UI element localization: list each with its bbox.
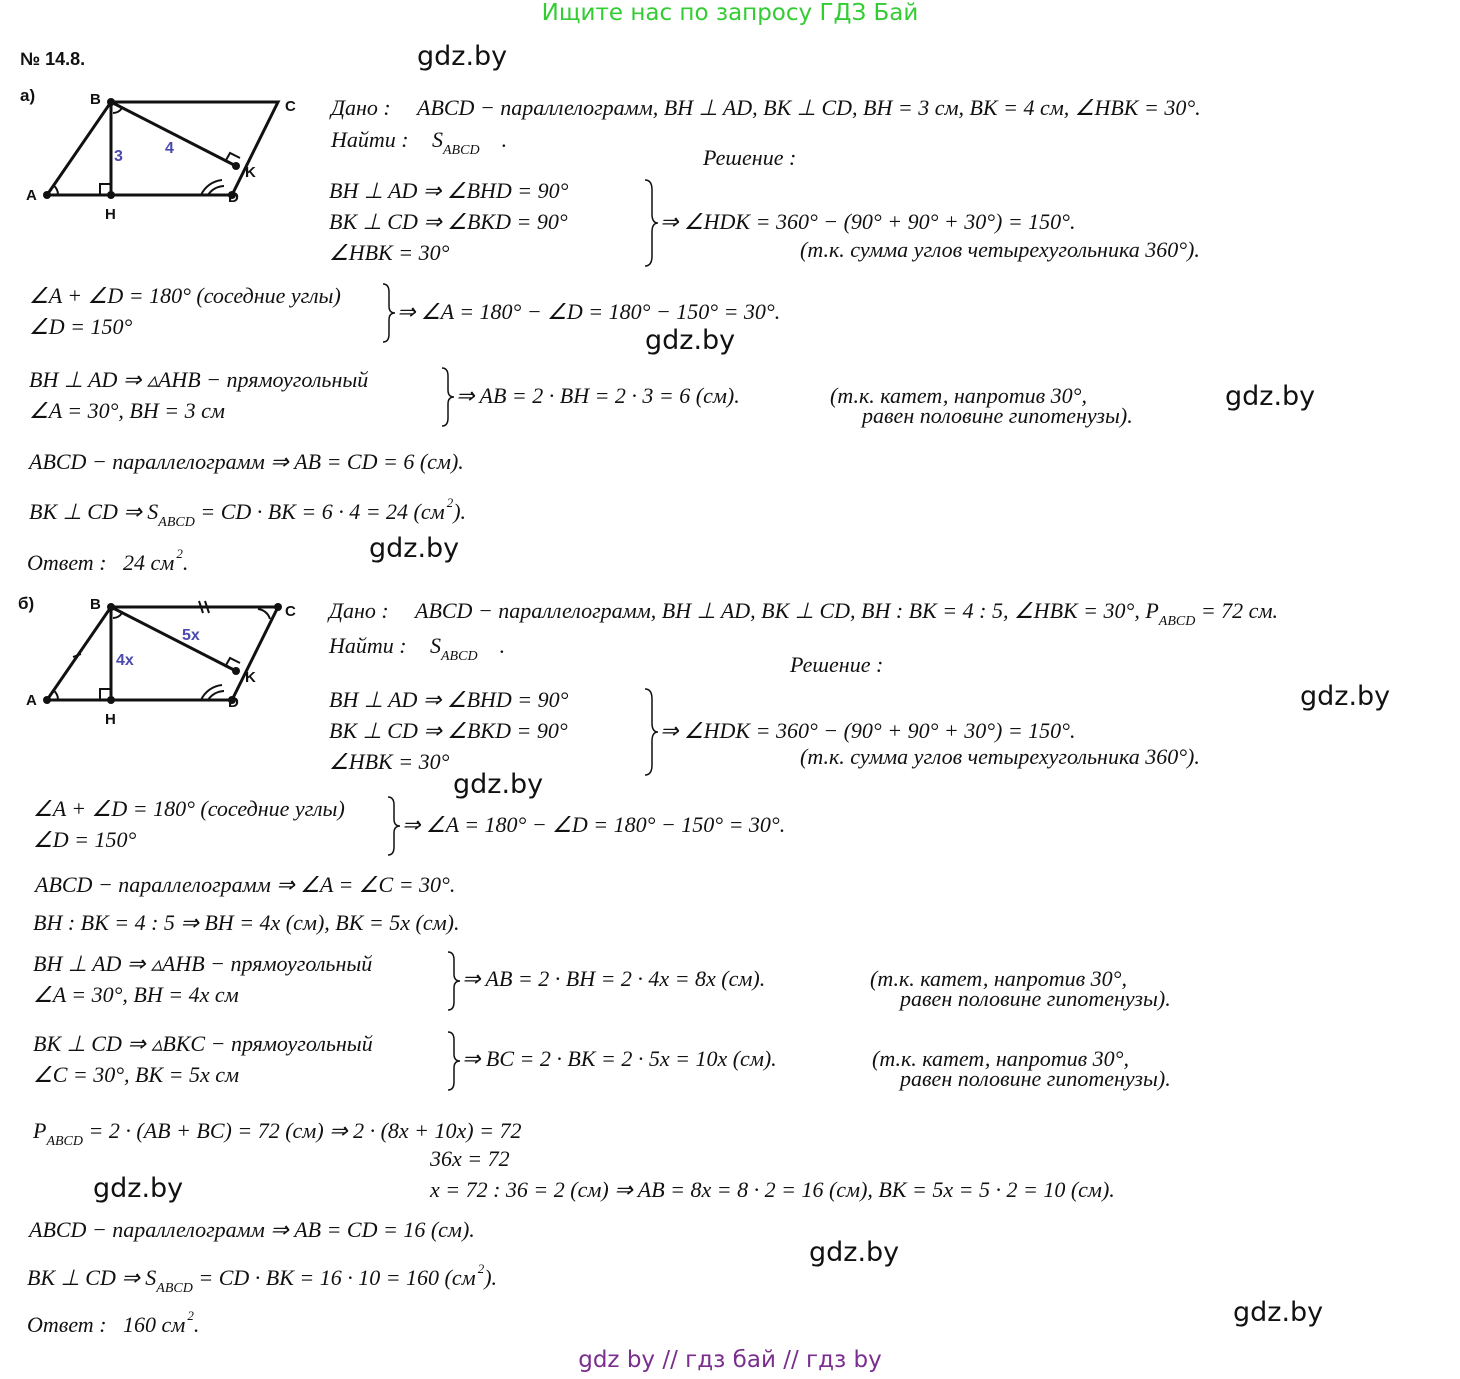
a-find: $S_{ABCD}$ . — [432, 127, 508, 158]
watermark: gdz.by — [93, 1173, 184, 1204]
part-a-label: а) — [20, 86, 36, 105]
a-solution-label: Решение : — [703, 145, 797, 170]
watermark: gdz.by — [1233, 1297, 1324, 1328]
vertex-h: H — [105, 206, 116, 223]
b-perimeter-2: 36x = 72 — [430, 1146, 510, 1171]
b-sys4-result: ⇒ BC = 2 · BK = 2 · 5x = 10x (см). — [462, 1046, 777, 1071]
a-given: ABCD − параллелограмм, BH ⊥ AD, BK ⊥ CD, BH = 3 см, BK = 4 см, ∠HBK = 30°. — [417, 95, 1201, 120]
b-given-label: Дано : — [329, 598, 389, 623]
brace — [383, 795, 403, 857]
b-sys4-note2: равен половине гипотенузы). — [900, 1066, 1171, 1091]
figure-a — [0, 80, 320, 230]
vertex-b: B — [90, 91, 101, 108]
watermark: gdz.by — [417, 41, 508, 72]
watermark: gdz.by — [809, 1237, 900, 1268]
bh-label: 3 — [114, 148, 123, 165]
b-sys4-note1: (т.к. катет, напротив 30°, — [872, 1046, 1129, 1071]
vertex-d: D — [228, 694, 239, 711]
a-sys3-note1: (т.к. катет, напротив 30°, — [830, 383, 1087, 408]
vertex-a: A — [26, 187, 37, 204]
brace — [443, 950, 463, 1012]
a-find-label: Найти : — [331, 127, 409, 152]
b-solution-label: Решение : — [790, 652, 884, 677]
brace — [378, 282, 398, 344]
figure-b — [0, 585, 320, 735]
b-answer: Ответ : 160 см $^2$. — [27, 1308, 200, 1337]
b-sys2-line1: ∠A + ∠D = 180° (соседние углы) — [33, 796, 345, 821]
b-sys3-line2: ∠A = 30°, BH = 4x см — [33, 982, 239, 1007]
bk-label: 5x — [182, 627, 200, 644]
a-sys1-result: ⇒ ∠HDK = 360° − (90° + 90° + 30°) = 150°. — [660, 209, 1076, 234]
a-sys3-line2: ∠A = 30°, BH = 3 см — [29, 398, 225, 423]
brace — [640, 687, 660, 777]
footer-links[interactable]: gdz by // гдз бай // гдз by — [578, 1347, 882, 1373]
b-sys1-line3: ∠HBK = 30° — [329, 749, 450, 774]
a-answer: Ответ : 24 см $^2$. — [27, 546, 189, 575]
bh-label: 4x — [116, 652, 134, 669]
b-given: ABCD − параллелограмм, BH ⊥ AD, BK ⊥ CD, BH : BK = 4 : 5, ∠HBK = 30°, $P_{ABCD} = 72$ см. — [415, 598, 1278, 629]
b-sys1-line2: BK ⊥ CD ⇒ ∠BKD = 90° — [329, 718, 568, 743]
b-perimeter-3: x = 72 : 36 = 2 (см) ⇒ AB = 8x = 8 · 2 = 16 (см), BK = 5x = 5 · 2 = 10 (см). — [430, 1177, 1115, 1202]
a-sys3-result: ⇒ AB = 2 · BH = 2 · 3 = 6 (см). — [456, 383, 740, 408]
watermark: gdz.by — [1225, 381, 1316, 412]
b-line3: ABCD − параллелограмм ⇒ ∠A = ∠C = 30°. — [35, 872, 456, 897]
bk-label: 4 — [165, 140, 174, 157]
b-line4: BH : BK = 4 : 5 ⇒ BH = 4x (см), BK = 5x (см). — [33, 910, 460, 935]
a-sys1-line1: BH ⊥ AD ⇒ ∠BHD = 90° — [329, 178, 569, 203]
b-sys1-result: ⇒ ∠HDK = 360° − (90° + 90° + 30°) = 150°. — [660, 718, 1076, 743]
a-sys1-line2: BK ⊥ CD ⇒ ∠BKD = 90° — [329, 209, 568, 234]
a-sys1-line3: ∠HBK = 30° — [329, 240, 450, 265]
a-sys1-note: (т.к. сумма углов четырехугольника 360°). — [800, 237, 1200, 262]
vertex-k: K — [245, 669, 256, 686]
part-b-label: б) — [18, 594, 35, 613]
b-find: $S_{ABCD}$ . — [430, 633, 506, 664]
vertex-d: D — [228, 189, 239, 206]
b-sys2-result: ⇒ ∠A = 180° − ∠D = 180° − 150° = 30°. — [402, 812, 786, 837]
vertex-h: H — [105, 711, 116, 728]
watermark: gdz.by — [453, 769, 544, 800]
b-perimeter: $P_{ABCD} = 2 \cdot (AB + BC) = 72$ (см) ⇒ 2 · (8x + 10x) = 72 — [33, 1118, 522, 1149]
watermark: gdz.by — [645, 325, 736, 356]
a-sys2-line1: ∠A + ∠D = 180° (соседние углы) — [29, 283, 341, 308]
a-sys2-result: ⇒ ∠A = 180° − ∠D = 180° − 150° = 30°. — [397, 299, 781, 324]
watermark: gdz.by — [369, 533, 460, 564]
a-sys3-line1: BH ⊥ AD ⇒ ▵AHB − прямоугольный — [29, 367, 369, 392]
b-find-label: Найти : — [329, 633, 407, 658]
a-line5: BK ⊥ CD ⇒ $S_{ABCD}$ = CD · BK = 6 · 4 = 24 (см $^2$). — [29, 495, 467, 530]
b-sys3-result: ⇒ AB = 2 · BH = 2 · 4x = 8x (см). — [462, 966, 766, 991]
vertex-c: C — [285, 603, 296, 620]
b-line8: ABCD − параллелограмм ⇒ AB = CD = 16 (см). — [29, 1217, 475, 1242]
b-sys2-line2: ∠D = 150° — [33, 827, 137, 852]
b-sys3-line1: BH ⊥ AD ⇒ ▵AHB − прямоугольный — [33, 951, 373, 976]
b-sys1-line1: BH ⊥ AD ⇒ ∠BHD = 90° — [329, 687, 569, 712]
brace — [443, 1030, 463, 1092]
a-sys3-note2: равен половине гипотенузы). — [862, 403, 1133, 428]
a-sys2-line2: ∠D = 150° — [29, 314, 133, 339]
a-given-label: Дано : — [331, 95, 391, 120]
vertex-b: B — [90, 596, 101, 613]
b-sys4-line1: BK ⊥ CD ⇒ ▵BKC − прямоугольный — [33, 1031, 373, 1056]
problem-number: № 14.8. — [20, 49, 86, 69]
b-sys4-line2: ∠C = 30°, BK = 5x см — [33, 1062, 240, 1087]
brace — [640, 178, 660, 268]
b-line9: BK ⊥ CD ⇒ $S_{ABCD}$ = CD · BK = 16 · 10 = 160 (см $^2$). — [27, 1261, 498, 1296]
vertex-c: C — [285, 98, 296, 115]
b-sys1-note: (т.к. сумма углов четырехугольника 360°). — [800, 744, 1200, 769]
b-sys3-note1: (т.к. катет, напротив 30°, — [870, 966, 1127, 991]
vertex-k: K — [245, 164, 256, 181]
brace — [437, 366, 457, 428]
b-sys3-note2: равен половине гипотенузы). — [900, 986, 1171, 1011]
vertex-a: A — [26, 692, 37, 709]
a-line4: ABCD − параллелограмм ⇒ AB = CD = 6 (см). — [29, 449, 464, 474]
top-banner[interactable]: Ищите нас по запросу ГДЗ Бай — [541, 0, 919, 26]
watermark: gdz.by — [1300, 681, 1391, 712]
